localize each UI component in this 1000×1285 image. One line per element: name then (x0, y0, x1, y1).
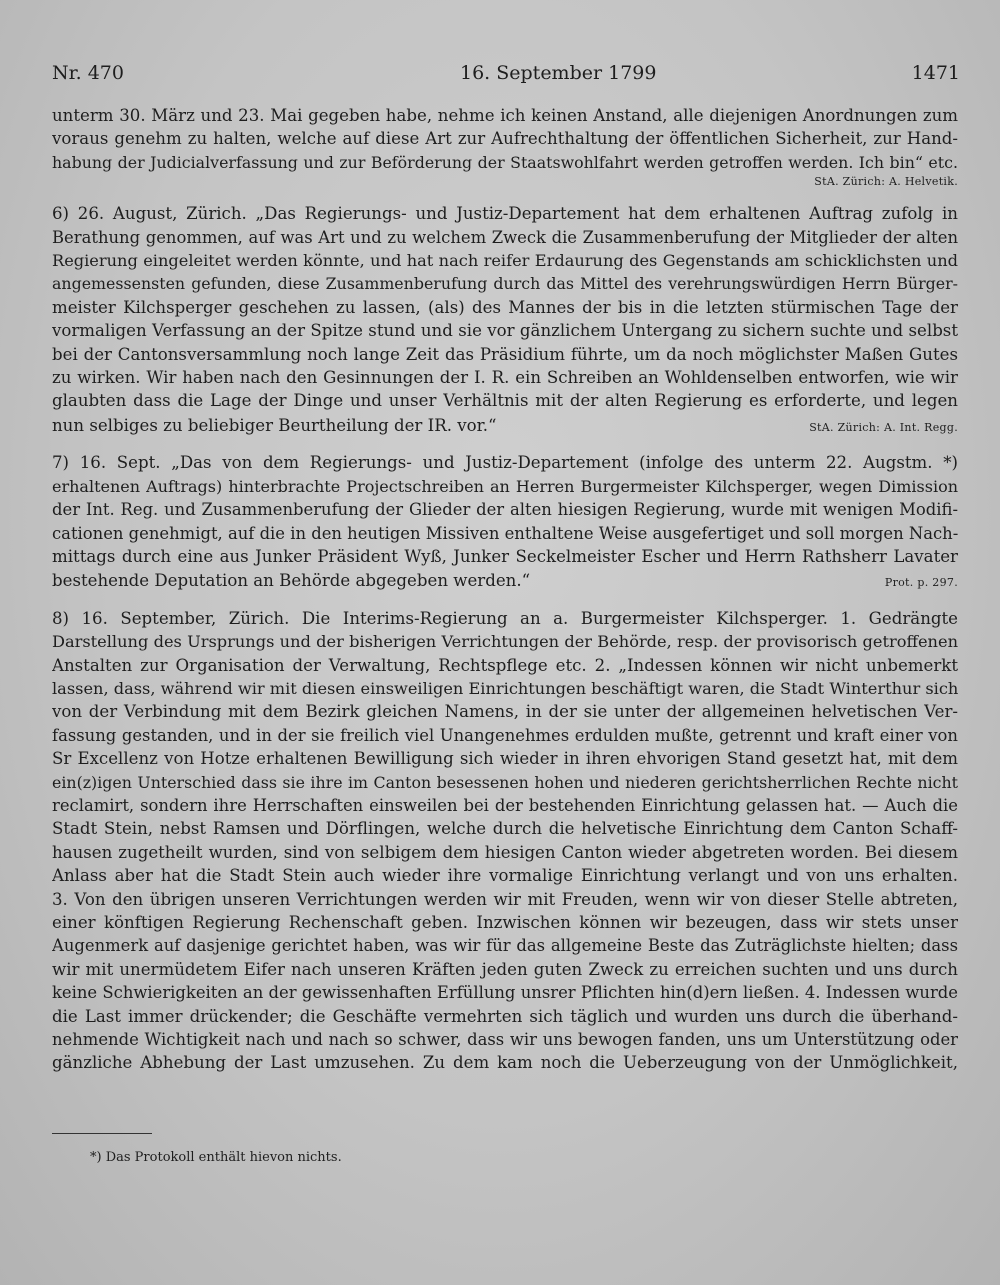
text-line: mittags durch eine aus Junker Präsident Wyß, Junker Seckelmeister Escher und Herrn Rathsherr Lavater (52, 546, 958, 566)
text-line: nun selbiges zu beliebiger Beurtheilung der IR. vor.“ (52, 415, 497, 435)
text-line: nehmende Wichtigkeit nach und nach so schwer, dass wir uns bewogen fanden, uns um Unterstützung oder (52, 1030, 958, 1050)
text-line: angemessensten gefunden, diese Zusammenberufung durch das Mittel des verehrungswürdigen Herrn Bürger- (52, 274, 958, 294)
last-line-row (52, 568, 958, 594)
document-number: Nr. 470 (52, 62, 124, 84)
paragraph-2 (52, 202, 958, 439)
text-line: Regierung eingeleitet werden könnte, und hat nach reifer Erdaurung des Gegenstands am schicklichsten und (52, 251, 958, 271)
text-line: zu wirken. Wir haben nach den Gesinnungen der I. R. ein Schreiben an Wohldenselben entworfen, wie wir (52, 368, 958, 388)
text-line: bestehende Deputation an Behörde abgegeben werden.“ (52, 571, 531, 591)
paragraph-3 (52, 451, 958, 594)
text-line: Darstellung des Ursprungs und der bisherigen Verrichtungen der Behörde, resp. der provisorisch getroffenen (52, 632, 958, 652)
text-line: gänzliche Abhebung der Last umzusehen. Zu dem kam noch die Ueberzeugung von der Unmöglichkeit, (52, 1053, 958, 1073)
text-line: wir mit unermüdetem Eifer nach unseren Kräften jeden guten Zweck zu erreichen suchten und uns durch (52, 959, 958, 979)
page-header (52, 62, 960, 92)
text-line: Augenmerk auf dasjenige gerichtet haben, was wir für das allgemeine Beste das Zuträglichste hielten; dass (52, 936, 958, 956)
text-line: ein(z)igen Unterschied dass sie ihre im Canton besessenen hohen und niederen gerichtsherrlichen Rechte nicht (52, 772, 958, 792)
text-line: meister Kilchsperger geschehen zu lassen, (als) des Mannes der bis in die letzten stürmischen Tage der (52, 297, 958, 317)
text-line: Anstalten zur Organisation der Verwaltung, Rechtspflege etc. 2. „Indessen können wir nicht unbemerkt (52, 655, 958, 675)
footnote: *) Das Protokoll enthält hievon nichts. (90, 1150, 342, 1165)
text-line: Sr Excellenz von Hotze erhaltenen Bewilligung sich wieder in ihren ehvorigen Stand gesetzt hat, mit dem (52, 749, 958, 769)
text-line: von der Verbindung mit dem Bezirk gleichen Namens, in der sie unter der allgemeinen helvetischen Ver- (52, 702, 958, 722)
text-line: keine Schwierigkeiten an der gewissenhaften Erfüllung unsrer Pflichten hin(d)ern ließen. 4. Indessen wurde (52, 983, 958, 1003)
text-line: unterm 30. März und 23. Mai gegeben habe, nehme ich keinen Anstand, alle diejenigen Anordnungen zum (52, 106, 958, 125)
paragraph-4 (52, 607, 958, 1075)
text-line: die Last immer drückender; die Geschäfte vermehrten sich täglich und wurden uns durch die überhand- (52, 1006, 958, 1026)
text-line: hausen zugetheilt wurden, sind von selbigem dem hiesigen Canton wieder abgetreten worden. Bei diesem (52, 842, 958, 862)
body-text (52, 104, 958, 1075)
text-line: der Int. Reg. und Zusammenberufung der Glieder der alten hiesigen Regierung, wurde mit wenigen Modifi- (52, 500, 958, 520)
last-line-row (52, 413, 958, 439)
text-line: 3. Von den übrigen unseren Verrichtungen werden wir mit Freuden, wenn wir von dieser Stelle abtreten, (52, 889, 958, 909)
text-line: bei der Cantonsversammlung noch lange Zeit das Präsidium führte, um da noch möglichster Maßen Gutes (52, 344, 958, 364)
page-number: 1471 (911, 62, 960, 84)
text-line: 7) 16. Sept. „Das von dem Regierungs- und Justiz-Departement (infolge des unterm 22. Augstm. *) (52, 453, 958, 473)
text-line: voraus genehm zu halten, welche auf diese Art zur Aufrechthaltung der öffentlichen Sicherheit, zur Hand- (52, 129, 958, 149)
text-line: reclamirt, sondern ihre Herrschaften einsweilen bei der bestehenden Einrichtung gelassen hat. — Auch die (52, 795, 958, 815)
text-line: erhaltenen Auftrags) hinterbrachte Projectschreiben an Herren Burgermeister Kilchsperger, wegen Dimission (52, 476, 958, 496)
source-citation: StA. Zürich: A. Int. Regg. (809, 420, 958, 434)
text-line: einer könftigen Regierung Rechenschaft geben. Inzwischen können wir bezeugen, dass wir stets unser (52, 913, 958, 932)
text-line: 6) 26. August, Zürich. „Das Regierungs- und Justiz-Departement hat dem erhaltenen Auftrag zufolg in (52, 204, 958, 224)
text-line: glaubten dass die Lage der Dinge und unser Verhältnis mit der alten Regierung es erforderte, und legen (52, 391, 958, 411)
text-line: lassen, dass, während wir mit diesen einsweiligen Einrichtungen beschäftigt waren, die Stadt Winterthur sich (52, 678, 958, 698)
footnote-rule (52, 1133, 152, 1134)
header-date: 16. September 1799 (460, 62, 657, 84)
text-line: habung der Judicialverfassung und zur Beförderung der Staatswohlfahrt werden getroffen werden. Ich bin“ etc. (52, 152, 958, 172)
text-line: vormaligen Verfassung an der Spitze stund und sie vor gänzlichem Untergang zu sichern suchte und selbst (52, 321, 958, 341)
source-citation: Prot. p. 297. (884, 576, 958, 590)
text-line: 8) 16. September, Zürich. Die Interims-Regierung an a. Burgermeister Kilchsperger. 1. Gedrängte (52, 608, 958, 628)
source-citation: StA. Zürich: A. Helvetik. (814, 175, 958, 189)
text-line: cationen genehmigt, auf die in den heutigen Missiven enthaltene Weise ausgefertiget und soll morgen Nach- (52, 523, 958, 543)
text-line: Berathung genommen, auf was Art und zu welchem Zweck die Zusammenberufung der Mitglieder der alten (52, 227, 958, 247)
paragraph-1 (52, 104, 958, 190)
text-line: Stadt Stein, nebst Ramsen und Dörflingen, welche durch die helvetische Einrichtung dem Canton Schaff- (52, 819, 958, 839)
text-line: fassung gestanden, und in der sie freilich viel Unangenehmes erdulden mußte, getrennt und kraft einer von (52, 725, 958, 745)
text-line: Anlass aber hat die Stadt Stein auch wieder ihre vormalige Einrichtung verlangt und von uns erhalten. (52, 866, 958, 886)
